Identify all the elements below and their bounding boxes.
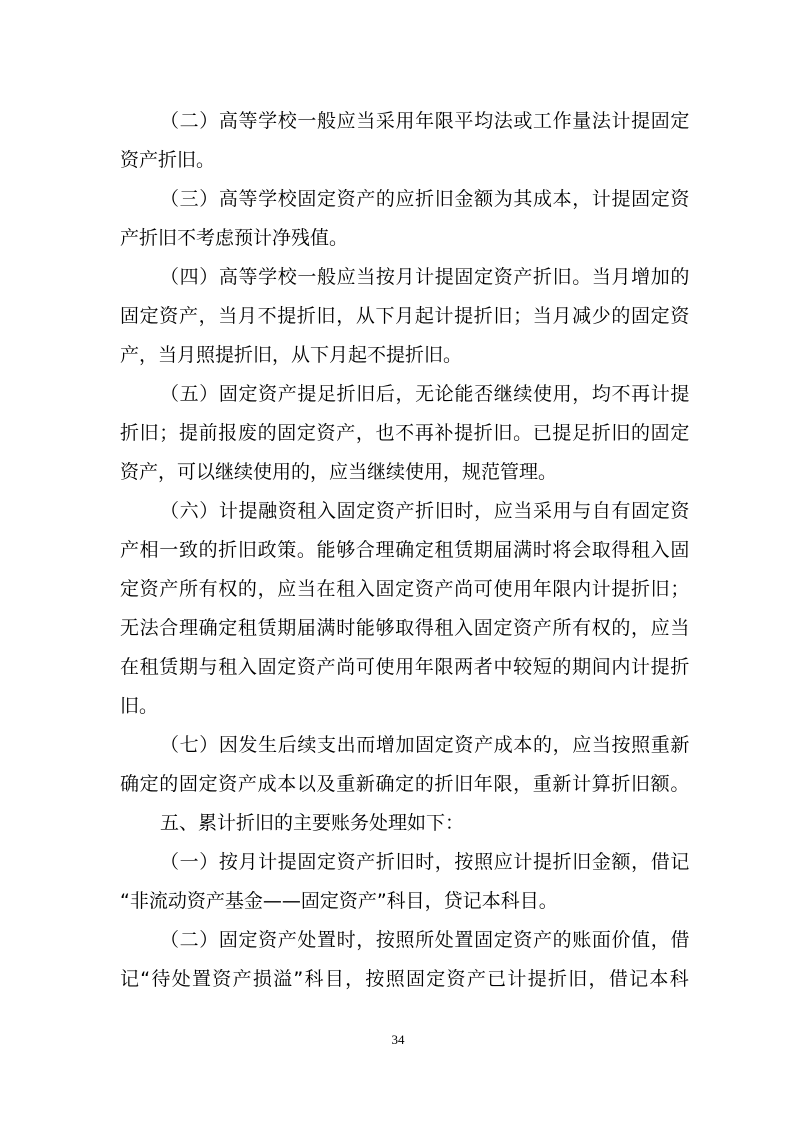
text-line: 五、累计折旧的主要账务处理如下： <box>160 812 465 834</box>
page-number: 34 <box>391 1032 405 1047</box>
text-line: 资产折旧。 <box>120 149 216 171</box>
text-line: 定资产所有权的，应当在租入固定资产尚可使用年限内计提折旧； <box>120 578 690 600</box>
text-line: 确定的固定资产成本以及重新确定的折旧年限，重新计算折旧额。 <box>120 773 690 795</box>
text-line: （六）计提融资租入固定资产折旧时，应当采用与自有固定资 <box>160 500 690 522</box>
text-line: 产，当月照提折旧，从下月起不提折旧。 <box>120 344 463 366</box>
text-line: （三）高等学校固定资产的应折旧金额为其成本，计提固定资 <box>160 188 690 210</box>
text-line: 记“待处置资产损溢”科目，按照固定资产已计提折旧，借记本科 <box>120 968 690 990</box>
text-line: （二）高等学校一般应当采用年限平均法或工作量法计提固定 <box>160 110 690 132</box>
text-line: 在租赁期与租入固定资产尚可使用年限两者中较短的期间内计提折 <box>120 656 690 678</box>
text-line: （四）高等学校一般应当按月计提固定资产折旧。当月增加的 <box>160 266 690 288</box>
text-line: （一）按月计提固定资产折旧时，按照应计提折旧金额，借记 <box>160 851 690 873</box>
text-line: 产相一致的折旧政策。能够合理确定租赁期届满时将会取得租入固 <box>120 539 690 561</box>
text-line: 无法合理确定租赁期届满时能够取得租入固定资产所有权的，应当 <box>120 617 690 639</box>
text-line: （七）因发生后续支出而增加固定资产成本的，应当按照重新 <box>160 734 690 756</box>
text-line: 旧。 <box>120 695 159 717</box>
text-line: “非流动资产基金——固定资产”科目，贷记本科目。 <box>120 890 558 912</box>
text-line: 折旧；提前报废的固定资产，也不再补提折旧。已提足折旧的固定 <box>120 422 690 444</box>
text-line: 产折旧不考虑预计净残值。 <box>120 227 349 249</box>
text-line: （五）固定资产提足折旧后，无论能否继续使用，均不再计提 <box>160 383 690 405</box>
text-line: 资产，可以继续使用的，应当继续使用，规范管理。 <box>120 461 558 483</box>
text-line: （二）固定资产处置时，按照所处置固定资产的账面价值，借 <box>160 929 690 951</box>
text-line: 固定资产，当月不提折旧，从下月起计提折旧；当月减少的固定资 <box>120 305 690 327</box>
